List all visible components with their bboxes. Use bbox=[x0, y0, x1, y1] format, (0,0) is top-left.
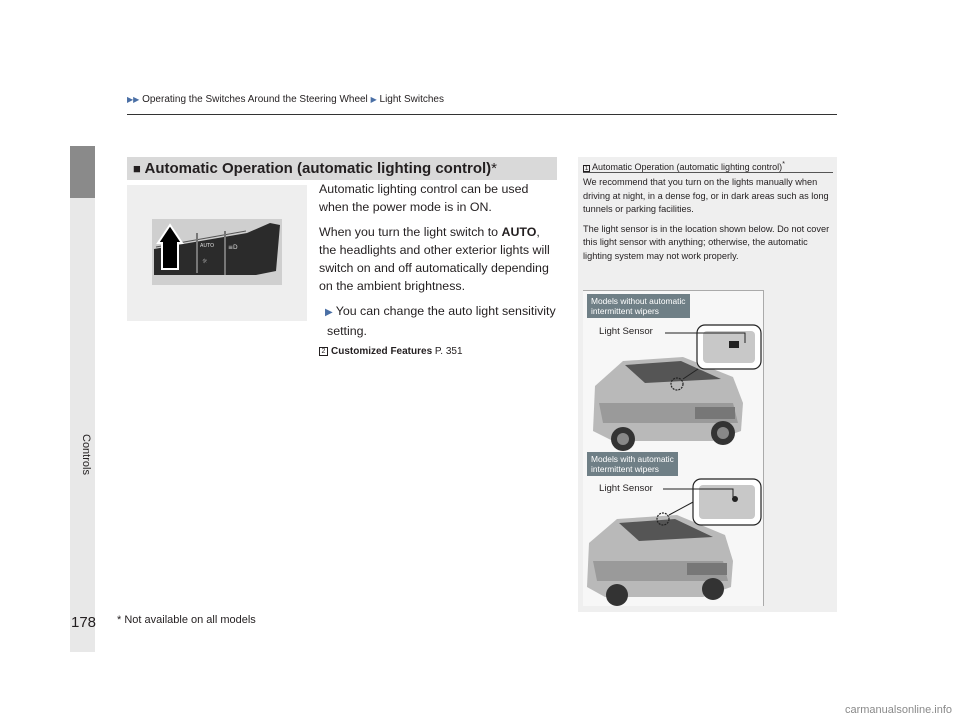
sub-bullet-text: You can change the auto light sensitivity setting. bbox=[327, 304, 556, 338]
sub-arrow-icon: ▶ bbox=[325, 307, 333, 318]
light-switch-stalk-illustration bbox=[152, 219, 282, 285]
chapter-sidebar bbox=[70, 146, 95, 652]
car-without-auto-wipers bbox=[593, 325, 761, 451]
main-body-text bbox=[319, 180, 559, 359]
side-note-title-text: Automatic Operation (automatic lighting control) bbox=[592, 162, 783, 172]
side-note-text bbox=[583, 176, 833, 269]
header-divider bbox=[127, 114, 837, 115]
breadcrumb-level2[interactable]: Light Switches bbox=[379, 94, 444, 105]
svg-text:AUTO: AUTO bbox=[200, 243, 215, 249]
car-with-auto-wipers bbox=[587, 479, 761, 606]
svg-text:☼: ☼ bbox=[202, 258, 208, 265]
chapter-label: Controls bbox=[80, 434, 92, 475]
breadcrumb-arrow-icon: ▶▶ bbox=[127, 95, 140, 104]
tag-without-line-1: Models without automatic bbox=[591, 296, 686, 306]
breadcrumb bbox=[127, 94, 444, 105]
page-number: 178 bbox=[71, 614, 97, 631]
svg-text:≡D: ≡D bbox=[228, 244, 238, 251]
chapter-sidebar-marker bbox=[70, 146, 95, 198]
tag-with-line-1: Models with automatic bbox=[591, 454, 674, 464]
section-title: Automatic Operation (automatic lighting control) bbox=[144, 160, 492, 177]
side-paragraph-2: The light sensor is in the location shown below. Do not cover this light sensor with anything; otherwise, the automatic lighting system may not work properly. bbox=[583, 223, 830, 261]
cross-reference-page[interactable]: P. 351 bbox=[434, 346, 463, 357]
light-sensor-label-upper: Light Sensor bbox=[599, 326, 653, 337]
side-note-title bbox=[583, 159, 785, 172]
auto-setting-label: AUTO bbox=[501, 225, 537, 239]
section-note-marker: * bbox=[491, 160, 497, 177]
tag-models-without-auto-wipers bbox=[587, 294, 690, 318]
breadcrumb-level1[interactable]: Operating the Switches Around the Steering Wheel bbox=[142, 94, 368, 105]
side-paragraph-1: We recommend that you turn on the lights manually when driving at night, in a dense fog, or in dark areas such as long tunnels or parking facilities. bbox=[583, 177, 829, 214]
section-square-icon: ■ bbox=[133, 161, 141, 176]
body-paragraph-2-end: , the headlights and other exterior lights will switch on and off automatically depending on the ambient brightness. bbox=[319, 225, 550, 293]
footnote: * Not available on all models bbox=[117, 614, 256, 626]
cross-reference-link[interactable] bbox=[319, 345, 559, 359]
section-heading bbox=[127, 157, 557, 180]
cross-reference-label[interactable]: Customized Features bbox=[331, 346, 433, 357]
sub-bullet bbox=[319, 302, 559, 340]
cross-reference-icon: 2 bbox=[319, 347, 328, 356]
body-paragraph-2 bbox=[319, 223, 559, 295]
light-sensor-label-lower: Light Sensor bbox=[599, 483, 653, 494]
note-icon: 1 bbox=[584, 166, 589, 172]
tag-models-with-auto-wipers bbox=[587, 452, 678, 476]
side-note-marker: * bbox=[782, 159, 786, 168]
tag-with-line-2: intermittent wipers bbox=[591, 464, 659, 474]
tag-without-line-2: intermittent wipers bbox=[591, 306, 659, 316]
body-paragraph-2-start: When you turn the light switch to bbox=[319, 225, 502, 239]
breadcrumb-arrow-icon: ▶ bbox=[370, 95, 377, 104]
body-paragraph-1: Automatic lighting control can be used when the power mode is in ON. bbox=[319, 182, 529, 214]
side-note-divider bbox=[583, 172, 833, 173]
light-sensor-location-figure bbox=[583, 290, 764, 606]
car-sensor-illustration bbox=[583, 291, 764, 607]
watermark: carmanualsonline.info bbox=[844, 704, 952, 716]
